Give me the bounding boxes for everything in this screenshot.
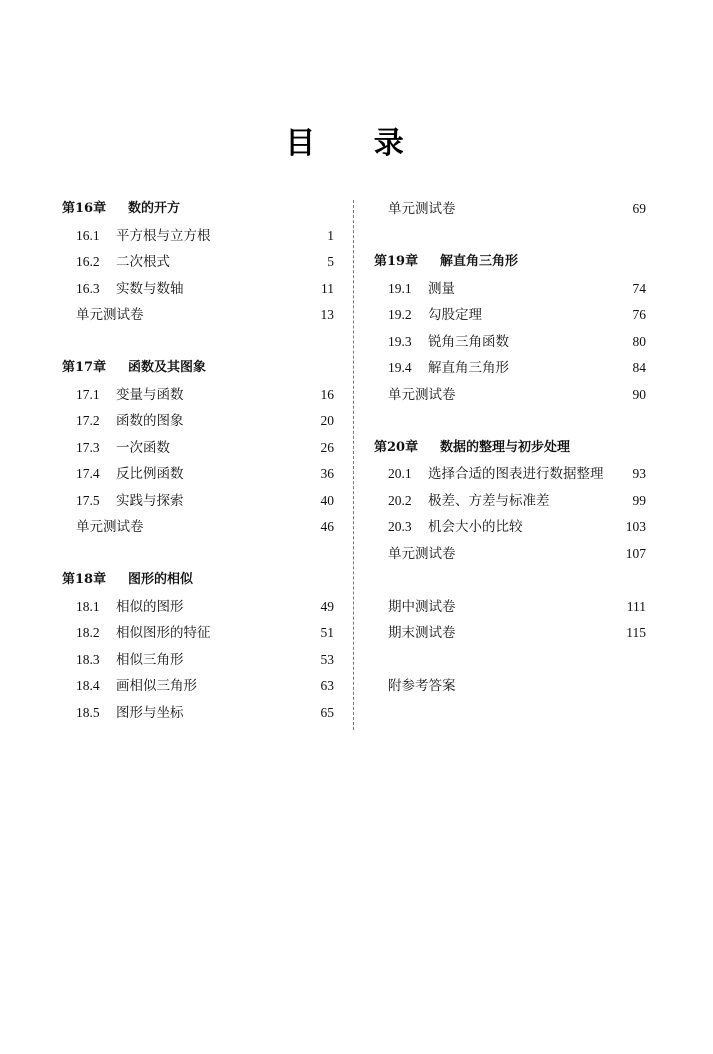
answers-title: 附参考答案 [388, 678, 456, 694]
page-title: 目 录 [285, 126, 428, 161]
section-title: 测量 [428, 280, 455, 297]
page-number: 26 [320, 439, 334, 455]
page-number: 69 [632, 201, 646, 216]
section-title: 极差、方差与标准差 [428, 492, 550, 509]
toc-entry[interactable] [374, 302, 646, 329]
final-test-entry[interactable] [374, 620, 646, 647]
page-number: 93 [632, 466, 646, 481]
section-number: 17.3 [76, 439, 100, 455]
section-number: 20.3 [388, 519, 412, 534]
section-number: 19.3 [388, 333, 412, 349]
page-number: 115 [626, 625, 646, 640]
toc-left-column [62, 196, 334, 726]
unit-test-title: 单元测试卷 [388, 386, 456, 403]
section-number: 18.1 [76, 598, 100, 614]
section-title: 实数与数轴 [116, 280, 184, 297]
unit-test-title: 单元测试卷 [388, 201, 456, 217]
unit-test-entry[interactable] [62, 302, 334, 329]
midterm-test-entry[interactable] [374, 594, 646, 621]
section-title: 实践与探索 [116, 492, 184, 509]
toc-entry[interactable] [62, 223, 334, 250]
chapter-17-heading[interactable] [62, 355, 334, 382]
page-number: 63 [320, 678, 334, 693]
toc-entry[interactable] [62, 461, 334, 488]
section-number: 19.1 [388, 280, 412, 296]
unit-test-title: 单元测试卷 [76, 307, 144, 323]
section-number: 20.2 [388, 492, 412, 508]
chapter-title: 数据的整理与初步处理 [440, 439, 571, 455]
section-title: 机会大小的比较 [428, 519, 523, 535]
page-number: 36 [320, 466, 334, 481]
page-number: 16 [320, 386, 334, 402]
section-title: 锐角三角函数 [428, 333, 509, 350]
section-number: 19.2 [388, 307, 412, 322]
section-title: 图形与坐标 [116, 704, 184, 721]
toc-entry[interactable] [62, 647, 334, 674]
chapter-number: 第17章 [62, 360, 107, 375]
section-number: 19.4 [388, 360, 412, 375]
midterm-test-title: 期中测试卷 [388, 598, 456, 615]
section-number: 17.5 [76, 492, 100, 508]
toc-entry[interactable] [62, 620, 334, 647]
final-test-title: 期末测试卷 [388, 625, 456, 641]
page-number: 1 [327, 227, 334, 243]
chapter-number: 第20章 [374, 439, 419, 455]
page-number: 90 [632, 386, 646, 402]
toc-entry[interactable] [374, 488, 646, 515]
unit-test-entry[interactable] [62, 514, 334, 541]
toc-entry[interactable] [62, 249, 334, 276]
section-title: 相似三角形 [116, 651, 184, 668]
page-number: 40 [320, 492, 334, 508]
section-title: 二次根式 [116, 254, 170, 270]
page-number: 11 [321, 280, 334, 296]
chapter-number: 第16章 [62, 201, 107, 216]
chapter-number: 第19章 [374, 254, 419, 269]
section-number: 18.5 [76, 704, 100, 720]
toc-entry[interactable] [62, 408, 334, 435]
toc-entry[interactable] [62, 488, 334, 515]
unit-test-entry[interactable] [374, 196, 646, 223]
section-title: 相似图形的特征 [116, 625, 211, 641]
chapter-number: 第18章 [62, 572, 107, 587]
chapter-title: 数的开方 [128, 201, 181, 216]
section-title: 函数的图象 [116, 413, 184, 429]
chapter-18-heading[interactable] [62, 567, 334, 594]
toc-right-column [374, 196, 646, 700]
chapter-19-heading[interactable] [374, 249, 646, 276]
page-number: 80 [632, 333, 646, 349]
chapter-title: 函数及其图象 [128, 360, 207, 375]
page-number: 49 [320, 598, 334, 614]
section-title: 勾股定理 [428, 307, 482, 323]
section-number: 16.3 [76, 280, 100, 296]
page-number: 51 [320, 625, 334, 640]
page-number: 20 [320, 413, 334, 428]
answers-entry[interactable] [374, 673, 646, 700]
chapter-16-heading[interactable] [62, 196, 334, 223]
section-title: 平方根与立方根 [116, 227, 211, 244]
page-number: 46 [320, 519, 334, 534]
unit-test-entry[interactable] [374, 541, 646, 568]
unit-test-title: 单元测试卷 [76, 519, 144, 535]
section-number: 17.4 [76, 466, 100, 481]
section-number: 16.1 [76, 227, 100, 243]
section-title: 反比例函数 [116, 466, 184, 482]
page-number: 76 [632, 307, 646, 322]
toc-entry[interactable] [374, 514, 646, 541]
toc-entry[interactable] [374, 329, 646, 356]
section-number: 18.3 [76, 651, 100, 667]
page-number: 74 [632, 280, 646, 296]
chapter-title: 图形的相似 [128, 572, 194, 587]
section-title: 变量与函数 [116, 386, 184, 403]
section-number: 17.1 [76, 386, 100, 402]
chapter-title: 解直角三角形 [440, 254, 519, 269]
toc-entry[interactable] [374, 461, 646, 488]
toc-entry[interactable] [62, 435, 334, 462]
section-title: 画相似三角形 [116, 678, 197, 694]
section-number: 16.2 [76, 254, 100, 269]
section-title: 一次函数 [116, 439, 170, 456]
toc-entry[interactable] [62, 673, 334, 700]
section-number: 20.1 [388, 466, 412, 481]
toc-entry[interactable] [62, 700, 334, 727]
section-title: 选择合适的图表进行数据整理 [428, 466, 604, 482]
column-divider [353, 200, 354, 730]
section-number: 18.2 [76, 625, 100, 640]
toc-entry[interactable] [374, 276, 646, 303]
page-number: 111 [626, 598, 646, 614]
page-number: 53 [320, 651, 334, 667]
section-title: 解直角三角形 [428, 360, 509, 376]
section-number: 18.4 [76, 678, 100, 693]
toc-entry[interactable] [62, 594, 334, 621]
toc-entry[interactable] [62, 276, 334, 303]
section-title: 相似的图形 [116, 598, 184, 615]
page-number: 84 [632, 360, 646, 375]
toc-entry[interactable] [62, 382, 334, 409]
page-number: 65 [320, 704, 334, 720]
section-number: 17.2 [76, 413, 100, 428]
unit-test-entry[interactable] [374, 382, 646, 409]
page-number: 107 [625, 545, 646, 561]
toc-entry[interactable] [374, 355, 646, 382]
page-number: 13 [320, 307, 334, 322]
unit-test-title: 单元测试卷 [388, 545, 456, 562]
page-number: 99 [632, 492, 646, 508]
chapter-20-heading[interactable] [374, 435, 646, 462]
page-number: 103 [625, 519, 646, 534]
page-number: 5 [327, 254, 334, 269]
